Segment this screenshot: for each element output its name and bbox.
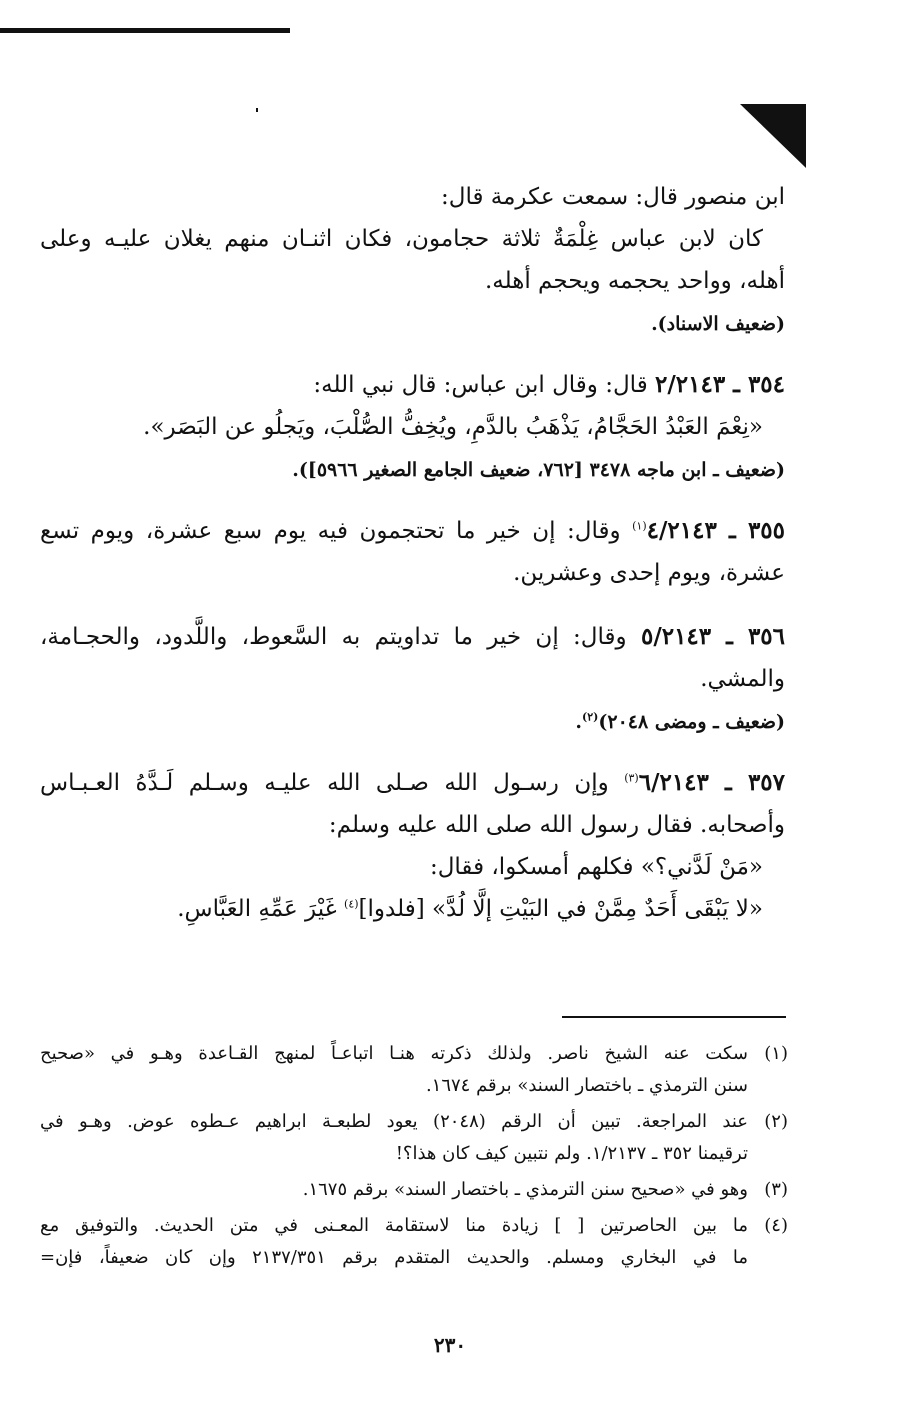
page-number: ٢٣٠ <box>433 1333 467 1357</box>
intro-grading: (ضعيف الاسناد). <box>651 313 785 335</box>
footnote-marker-3: (٣) <box>624 771 639 785</box>
hadith-354-number: ٣٥٤ ـ ٢/٢١٤٣ <box>655 371 785 398</box>
footnote-3 <box>40 1174 788 1206</box>
footnote-line: سنن الترمذي ـ باختصار السند» برقم ١٦٧٤. <box>425 1075 748 1096</box>
footnote-separator <box>562 1016 786 1018</box>
footnote-4 <box>40 1210 788 1274</box>
hadith-357-number: ٣٥٧ ـ ٦/٢١٤٣ <box>638 769 785 796</box>
hadith-357-text-4b: غَيْرَ عَمِّهِ العَبَّاسِ. <box>177 896 337 922</box>
hadith-356-line-2: والمشي. <box>700 666 785 692</box>
hadith-357-text-4a: «لا يَبْقَى أَحَدٌ مِمَّنْ في البَيْتِ إلَّا لُدَّ» [فلدوا] <box>358 896 763 922</box>
main-text <box>40 176 785 930</box>
footnotes <box>40 1038 788 1278</box>
hadith-354-grading: (ضعيف ـ ابن ماجه ٣٤٧٨ [٧٦٢، ضعيف الجامع الصغير ٥٩٦٦]). <box>292 459 785 481</box>
hadith-357-line-4 <box>40 888 785 930</box>
hadith-354-text-1: قال: وقال ابن عباس: قال نبي الله: <box>313 372 648 398</box>
hadith-356-line-1 <box>40 616 785 658</box>
footnote-number: (٣) <box>764 1179 788 1200</box>
footnote-marker-2: (٢) <box>582 710 599 724</box>
hadith-356-grading-text: (ضعيف ـ ومضى ٢٠٤٨) <box>598 711 785 733</box>
hadith-356-grading <box>40 704 785 740</box>
hadith-357-line-1 <box>40 762 785 804</box>
hadith-354-line-1 <box>40 364 785 406</box>
footnote-2 <box>40 1106 788 1170</box>
corner-triangle-mark <box>740 104 806 168</box>
hadith-355-text-1: وقال: إن خير ما تحتجمون فيه يوم سبع عشرة، ويوم تسع <box>40 518 621 544</box>
footnote-marker-4: (٤) <box>344 897 359 911</box>
footnote-line: ما بين الحاصرتين [ ] زيادة منا لاستقامة المعـنى في متن الحديث. والتوفيق مع <box>40 1215 748 1236</box>
hadith-355-number: ٣٥٥ ـ ٤/٢١٤٣ <box>646 517 785 544</box>
hadith-356-number: ٣٥٦ ـ ٥/٢١٤٣ <box>640 623 786 650</box>
hadith-354-line-2: «نِعْمَ العَبْدُ الحَجَّامُ، يَذْهَبُ بالدَّمِ، ويُخِفُّ الصُّلْبَ، ويَجلُو عن البَصَر». <box>143 414 763 440</box>
footnote-number: (١) <box>764 1043 788 1064</box>
footnote-marker-1: (١) <box>632 519 647 533</box>
footnote-line: ترقيمنا ٣٥٢ ـ ١/٢١٣٧. ولم نتبين كيف كان هذا؟! <box>395 1143 748 1164</box>
footnote-line: وهو في «صحيح سنن الترمذي ـ باختصار السند» برقم ١٦٧٥. <box>302 1179 748 1200</box>
footnote-number: (٤) <box>764 1215 788 1236</box>
footnote-number: (٢) <box>764 1111 788 1132</box>
intro-line-2: كان لابن عباس غِلْمَةٌ ثلاثة حجامون، فكان اثنـان منهم يغلان عليـه وعلى <box>40 226 763 252</box>
intro-line-1: ابن منصور قال: سمعت عكرمة قال: <box>441 184 785 210</box>
intro-line-3: أهله، وواحد يحجمه ويحجم أهله. <box>484 268 785 294</box>
hadith-357-text-1: وإن رسـول الله صـلى الله عليـه وسـلم لَـدَّهُ العـبـاس <box>40 770 609 796</box>
footnote-1 <box>40 1038 788 1102</box>
hadith-356-text-1: وقال: إن خير ما تداويتم به السَّعوط، واللَّدود، والحجـامة، <box>40 624 627 650</box>
footnote-line: سكت عنه الشيخ ناصر. ولذلك ذكرته هنـا اتباعـاً لمنهج القـاعدة وهـو في «صحيح <box>40 1043 748 1064</box>
footnote-line: ما في البخاري ومسلم. والحديث المتقدم برقم ٢١٣٧/٣٥١ وإن كان ضعيفاً، فإن= <box>40 1247 748 1268</box>
hadith-357-line-3: «مَنْ لَدَّني؟» فكلهم أمسكوا، فقال: <box>429 854 763 880</box>
hadith-357-line-2: وأصحابه. فقال رسول الله صلى الله عليه وسلم: <box>328 812 785 838</box>
top-rule <box>0 28 290 33</box>
hadith-355-line-2: عشرة، ويوم إحدى وعشرين. <box>513 560 785 586</box>
print-speck <box>256 108 258 112</box>
footnote-line: عند المراجعة. تبين أن الرقم (٢٠٤٨) يعود لطبعـة ابراهيم عـطوه عوض. وهـو في <box>40 1111 748 1132</box>
hadith-356-grading-end: . <box>575 711 583 733</box>
hadith-355-line-1 <box>40 510 785 552</box>
